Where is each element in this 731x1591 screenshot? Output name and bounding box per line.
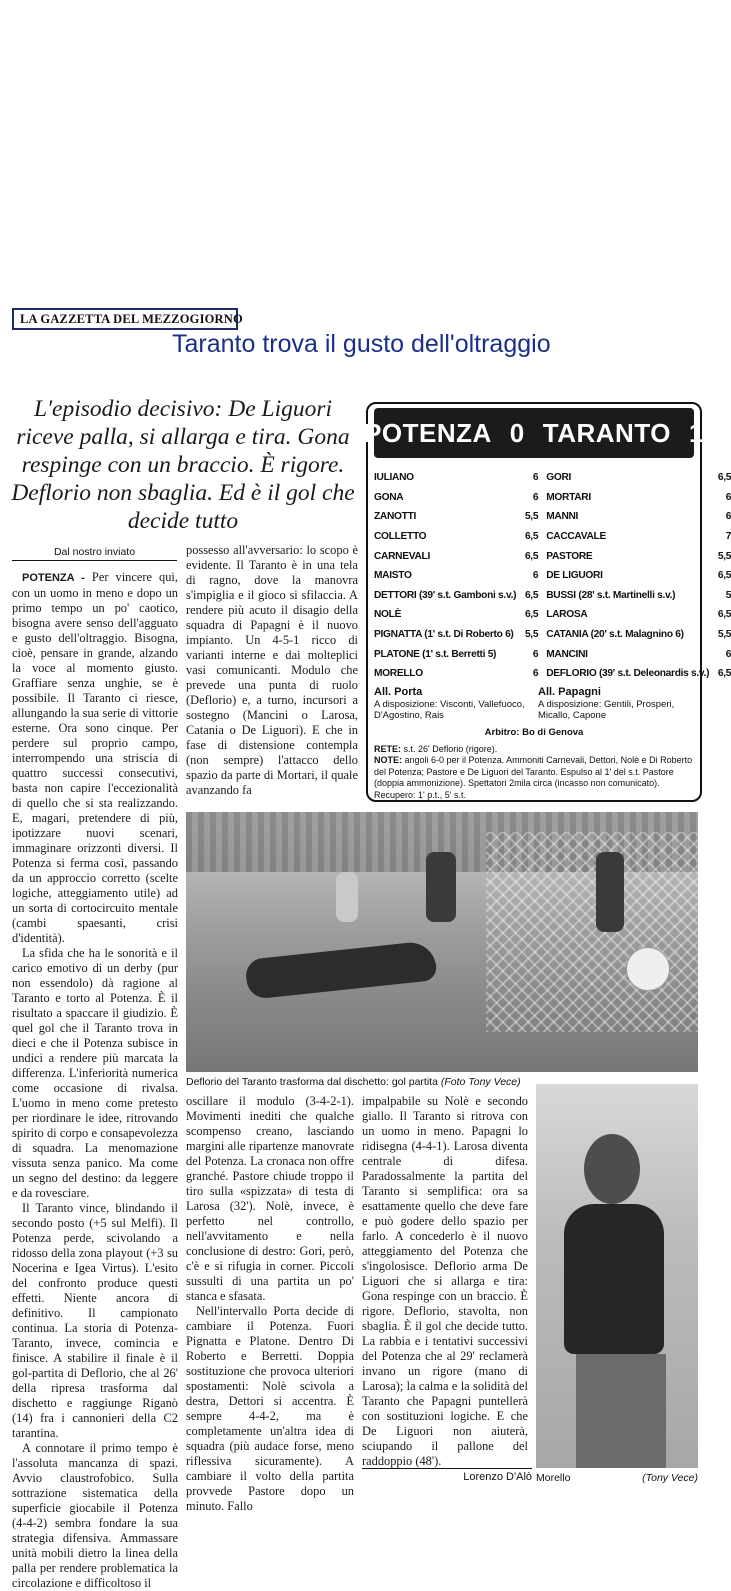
headline: Taranto trova il gusto dell'oltraggio <box>172 330 551 358</box>
player-rating: 6,5 <box>524 589 539 601</box>
photo-caption: Deflorio del Taranto trasforma dal dischetto: gol partita (Foto Tony Vece) <box>186 1076 521 1088</box>
goals-label: RETE: <box>374 743 401 754</box>
player-name: NOLÈ <box>374 609 402 621</box>
home-team: POTENZA <box>364 417 492 448</box>
player-row <box>546 566 731 586</box>
player-row <box>546 507 731 527</box>
home-coach-block <box>374 684 530 721</box>
player-name: GORI <box>546 472 572 484</box>
place-name: POTENZA - <box>22 572 85 584</box>
player-row <box>374 605 538 625</box>
article-paragraph: possesso all'avversario: lo scopo è evidente. Il Taranto è in una tela di ragno, dove la manovra s'impiglia e il gioco si sfilaccia. A rendere più acuto il disagio della squadra di Papagni è il nuovo impianto. Un 4-5-1 ricco di varianti interne e dai molteplici vasi comunicanti. Modulo che prevede una punta di ruolo (Deflorio) e, a turno, incursori a sostegno (Mancini o Larosa, Catania o De Liguori). E che in fase di distensione contempla (non sempre) l'attacco dello spazio da parte di Mortari, il quale avanzando fa <box>186 543 358 797</box>
player-name: PIGNATTA (1' s.t. Di Roberto 6) <box>374 629 514 641</box>
player-row <box>374 644 538 664</box>
article-paragraph: impalpabile su Nolè e secondo giallo. Il Taranto si ritrova con un uomo in meno. Papagni lo ridisegna (4-4-1). Larosa diventa centrale di difesa. Paradossalmente la partita del Taranto si semplifica: ora sa esattamente quello che deve fare e può godere dello spazio per farlo. A concederlo è il nuovo atteggiamento del Potenza che s'ingolosisce. Deflorio arma De Liguori che si allarga e tira: Gona respinge con un braccio. È rigore. Deflorio, stavolta, non sbaglia. È il gol che decide tutto. La rabbia e i tentativi successivi del Potenza che al 29' reclamerà invano un rigore (mano di Larosa); la calma e la solidità del Taranto che Papagni puntellerà con sostituzioni logiche. E che De Liguori non aiuterà, sciupando il pallone del raddoppio (48'). <box>362 1094 528 1468</box>
article-paragraph: Il Taranto vince, blindando il secondo posto (+5 sul Melfi). Il Potenza perde, scivolando a ridosso della zona playout (+3 su Nocerina e Igea Virtus). L'esito del confronto produce questi effetti. Niente ancora di definitivo. Il campionato continua. La storia di Potenza-Taranto, invece, comincia e finisce. A stabilire il finale è il gol-partita di Deflorio, che al 26' della ripresa trasforma dal dischetto e raggiunge Riganò (14) fra i cannonieri della C2 tarantina. <box>12 1201 178 1440</box>
score-header <box>364 408 704 458</box>
player-row <box>546 664 731 684</box>
player-rating: 6 <box>532 570 539 582</box>
player-name: BUSSI (28' s.t. Martinelli s.v.) <box>546 589 676 601</box>
player-name: LAROSA <box>546 609 588 621</box>
scorebox <box>364 402 731 802</box>
article-paragraph: La sfida che ha le sonorità e il carico emotivo di un derby (pur non essendolo) dà ragione al Taranto e torto al Potenza. È il risultato a spaccare il giudizio. È quel gol che il Taranto trova in dieci e che il Potenza subisce in undici a rendere più marcata la differenza. L'inferiorità numerica come occasione di rivalsa. L'uomo in meno come pretesto per riordinare le idee, ritrovando spirito di corpo e consapevolezza di squadra. La menomazione vissuta senza panico. Ma come un segno del destino: da leggere e da rovesciare. <box>12 946 178 1200</box>
player-row <box>374 664 538 684</box>
player-rating: 6,5 <box>717 472 731 484</box>
player-rating: 6 <box>532 491 539 503</box>
article-paragraph: A connotare il primo tempo è l'assoluta mancanza di spazi. Avvio claustrofobico. Sulla sottrazione sistematica della superficie giocabile il Potenza (4-4-2) sembra fondare la sua strategia difensiva. Ammassare unità mobili dietro la linea della palla per rendere problematica la circolazione e difficoltoso il <box>12 1441 178 1590</box>
player-row <box>546 546 731 566</box>
player-name: CACCAVALE <box>546 531 606 543</box>
player-row <box>374 527 538 547</box>
player-row <box>374 566 538 586</box>
player-rating: 5,5 <box>524 511 539 523</box>
away-coach-block <box>538 684 694 721</box>
player-rating: 5 <box>725 589 731 601</box>
player-name: CATANIA (20' s.t. Malagnino 6) <box>546 629 684 641</box>
goals: s.t. 26' Deflorio (rigore). <box>403 743 498 754</box>
player-row <box>546 586 731 606</box>
player-row <box>546 605 731 625</box>
notes: angoli 6-0 per il Potenza. Ammoniti Carnevali, Dettori, Nolè e Di Roberto del Potenza; Pastore e De Liguori del Taranto. Espulso al 1' del s.t. Pastore (doppia ammonizione). Spettatori 2mila circa (incasso non comunicato). Recupero: 1' p.t., 5' s.t. <box>374 755 693 800</box>
player-row <box>374 468 538 488</box>
away-score: 1 <box>688 417 704 448</box>
article-paragraph: POTENZA - Per vincere qui, con un uomo in meno e dopo un primo tempo un po' caotico, bisogna avere senso dell'agguato e gusto dell'oltraggio. Bisogna, cioè, pensare in grande, alzando la voce al momento giusto. Graffiare senza unghie, se è possibile. Il Taranto ci riesce, allungando la sua serie di vittorie esterne. Ora sono cinque. Per perdere sul proprio campo, interrompendo una striscia di quattro successi consecutivi, basta non capire l'eccezionalità di quello che si sta realizzando. E, magari, pretendere di più, ipotizzare nuovi scenari, immaginare orizzonti diversi. Il Potenza si ferma così, passando da un approccio corretto (scelte logiche, atteggiamento utile) ad un sorta di cortocircuito mentale (cambi spaesanti, crisi d'identità). <box>12 570 178 945</box>
player-rating: 6 <box>725 511 731 523</box>
player-name: COLLETTO <box>374 531 427 543</box>
away-team: TARANTO <box>542 417 671 448</box>
penalty-photo <box>186 812 698 1072</box>
player-name: MANNI <box>546 511 579 523</box>
player-rating: 6 <box>725 648 731 660</box>
home-bench: A disposizione: Visconti, Vallefuoco, D'Agostino, Rais <box>374 698 525 721</box>
player-name: MORELLO <box>374 668 423 680</box>
player-name: CARNEVALI <box>374 550 430 562</box>
dateline: Dal nostro inviato <box>12 546 177 561</box>
player-rating: 6 <box>725 491 731 503</box>
article-column-1 <box>12 570 178 1590</box>
player-name: GONA <box>374 491 404 503</box>
player-row <box>546 527 731 547</box>
article-column-4 <box>362 1094 528 1468</box>
player-rating: 6,5 <box>717 668 731 680</box>
player-name: ZANOTTI <box>374 511 417 523</box>
morello-photo <box>536 1084 698 1468</box>
player-rating: 6,5 <box>524 609 539 621</box>
player-row <box>546 625 731 645</box>
home-coach: All. Porta <box>374 685 423 698</box>
photo-caption-2: Morello (Tony Vece) <box>536 1472 698 1484</box>
player-name: IULIANO <box>374 472 414 484</box>
player-name: DETTORI (39' s.t. Gamboni s.v.) <box>374 589 517 601</box>
article-paragraph: Nell'intervallo Porta decide di cambiare il Potenza. Fuori Pignatta e Platone. Dentro Di Roberto e Berretti. Doppia sostituzione che provoca ulteriori spostamenti: Nolè scivola a destra, Dettori si accentra. È sempre 4-4-2, ma è completamente un'altra idea di squadra (più audace forse, meno riflessiva sicuramente). A cambiare il volto della partita provvede Pastore dopo un minuto. Fallo <box>186 1304 354 1513</box>
player-rating: 6,5 <box>524 550 539 562</box>
player-name: MANCINI <box>546 648 588 660</box>
article-column-3 <box>186 1094 354 1513</box>
player-row <box>374 586 538 606</box>
lineups <box>374 468 731 684</box>
match-facts <box>374 744 694 802</box>
away-bench: A disposizione: Gentili, Prosperi, Micallo, Capone <box>538 698 675 721</box>
player-rating: 6,5 <box>717 570 731 582</box>
player-name: PASTORE <box>546 550 593 562</box>
player-rating: 5,5 <box>524 629 539 641</box>
home-score: 0 <box>509 417 525 448</box>
player-row <box>546 468 731 488</box>
player-rating: 6,5 <box>717 609 731 621</box>
masthead: LA GAZZETTA DEL MEZZOGIORNO <box>12 308 238 330</box>
player-row <box>374 546 538 566</box>
away-coach: All. Papagni <box>538 685 601 698</box>
player-rating: 5,5 <box>717 550 731 562</box>
player-rating: 6 <box>532 648 539 660</box>
player-row <box>374 625 538 645</box>
player-rating: 7 <box>725 531 731 543</box>
player-row <box>374 507 538 527</box>
player-name: MAISTO <box>374 570 412 582</box>
byline: Lorenzo D'Alò <box>362 1468 532 1483</box>
referee: Arbitro: Bo di Genova <box>484 726 584 738</box>
player-rating: 6 <box>532 472 539 484</box>
player-rating: 5,5 <box>717 629 731 641</box>
coaches <box>374 684 694 721</box>
player-name: DEFLORIO (39' s.t. Deleonardis s.v.) <box>546 668 710 680</box>
player-row <box>374 488 538 508</box>
player-row <box>546 644 731 664</box>
player-rating: 6,5 <box>524 531 539 543</box>
away-lineup <box>546 468 731 684</box>
player-name: DE LIGUORI <box>546 570 603 582</box>
player-rating: 6 <box>532 668 539 680</box>
article-column-2 <box>186 543 358 805</box>
player-name: MORTARI <box>546 491 591 503</box>
notes-label: NOTE: <box>374 755 402 766</box>
home-lineup <box>374 468 538 684</box>
player-name: PLATONE (1' s.t. Berretti 5) <box>374 648 497 660</box>
kicker-subheadline: L'episodio decisivo: De Liguori riceve palla, si allarga e tira. Gona respinge con un braccio. È rigore. Deflorio non sbaglia. Ed è il gol che decide tutto <box>11 396 355 534</box>
player-row <box>546 488 731 508</box>
article-paragraph: oscillare il modulo (3-4-2-1). Movimenti inediti che qualche scompenso creano, lasciando margini alle ripartenze manovrate del Potenza. La cronaca non offre granché. Pastore chiude troppo il tiro sulla «spizzata» di testa di Larosa (32'). Nolè, invece, è perfetto nel controllo, nell'avvitamento e nella conclusione di destro: Gori, però, c'è e si rifugia in corner. Piccoli sussulti di una partita un po' stanca e sfasata. <box>186 1094 354 1303</box>
